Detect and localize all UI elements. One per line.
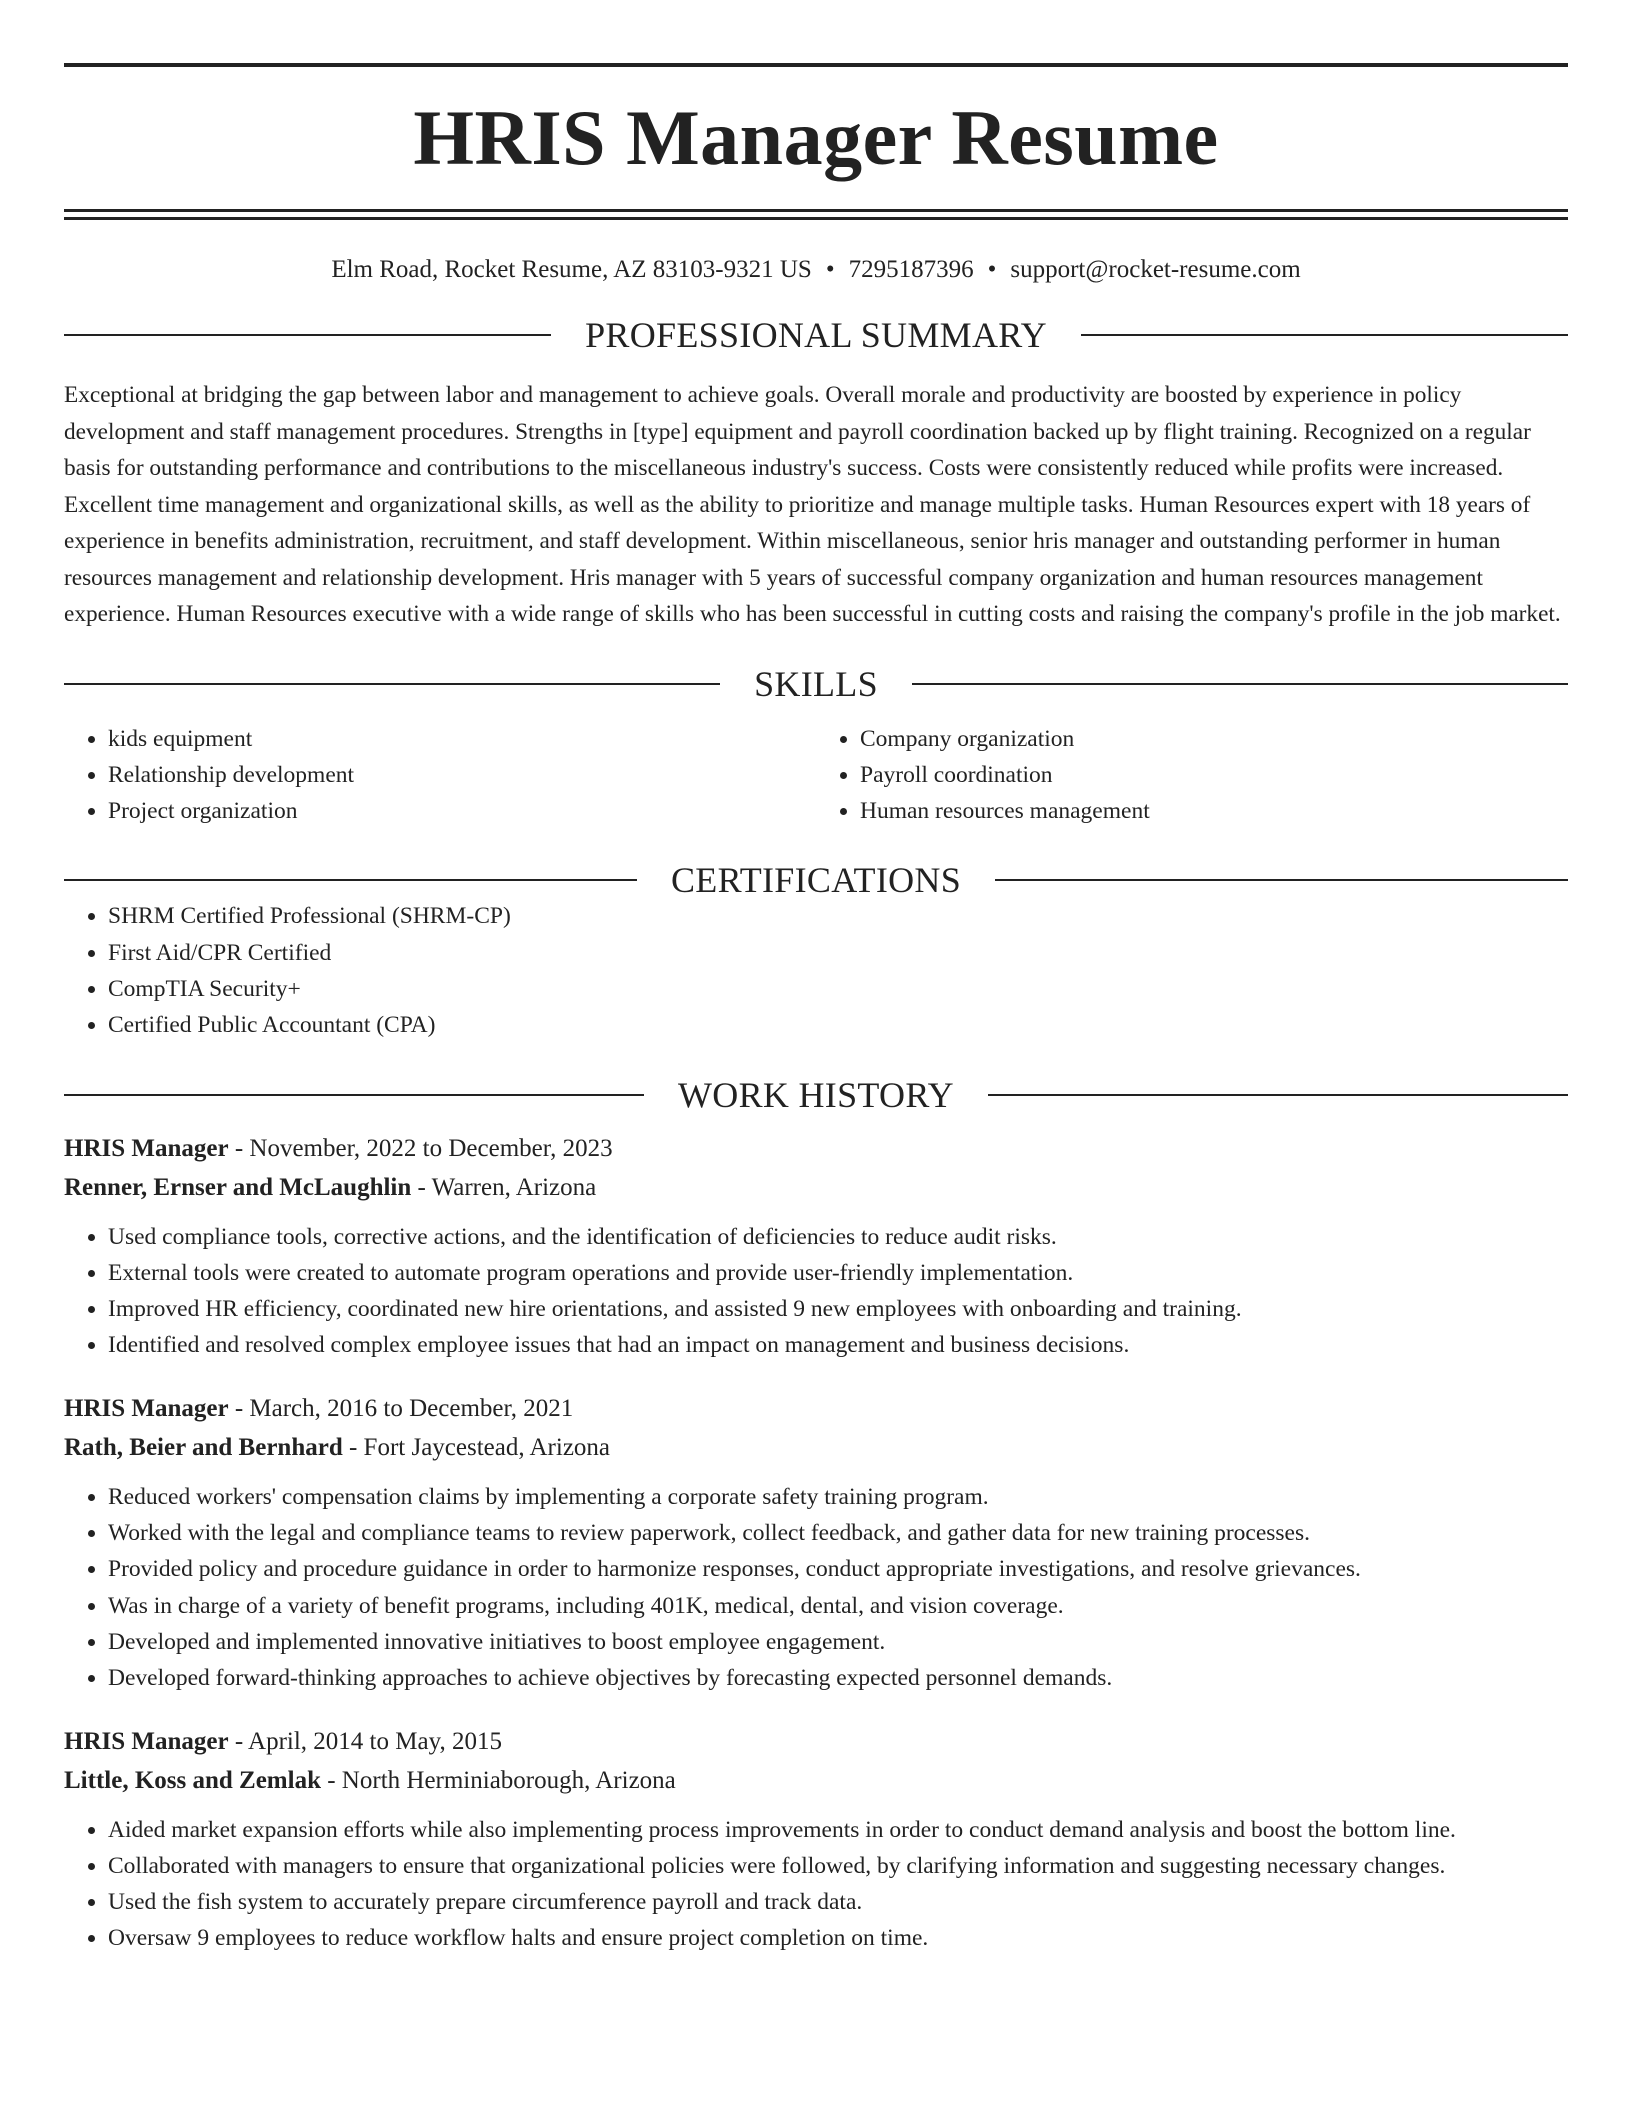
job-bullet: • Collaborated with managers to ensure that organizational policies were followed, by clarifying information and suggesting necessary changes. [108,1848,1568,1884]
resume-page [64,0,1568,1957]
section-title: CERTIFICATIONS [670,860,962,901]
job-company: Little, Koss and Zemlak [64,1766,321,1794]
job-bullets [64,1812,1568,1957]
job-company: Rath, Beier and Bernhard [64,1433,343,1461]
job-title: HRIS Manager [64,1727,229,1755]
heading-rule [64,683,720,685]
section-heading-certifications [64,860,1568,901]
job-bullet: • Identified and resolved complex employee issues that had an impact on management and business decisions. [108,1327,1568,1363]
job-title: HRIS Manager [64,1394,229,1422]
title-double-rule [64,209,1568,220]
job-bullet: • Worked with the legal and compliance teams to review paperwork, collect feedback, and gather data for new training processes. [108,1515,1568,1551]
job-company-line [64,1761,1568,1800]
job-bullet: • Was in charge of a variety of benefit programs, including 401K, medical, dental, and vision coverage. [108,1588,1568,1624]
skill-item: • Company organization [860,721,1568,757]
job-title-line [64,1722,1568,1761]
job-location: - North Herminiaborough, Arizona [320,1766,676,1794]
certifications-list [64,898,1568,1043]
contact-line [64,256,1568,284]
contact-email[interactable]: support@rocket-resume.com [1010,256,1301,283]
heading-rule [64,1094,644,1096]
job-title-line [64,1129,1568,1168]
job-dates: - April, 2014 to May, 2015 [228,1727,502,1755]
job-title-line [64,1389,1568,1428]
job-bullet: • Reduced workers' compensation claims by implementing a corporate safety training program. [108,1479,1568,1515]
job-entry [64,1129,1568,1364]
job-entry [64,1722,1568,1957]
job-location: - Fort Jaycestead, Arizona [342,1433,611,1461]
contact-separator: • [825,256,835,283]
job-dates: - November, 2022 to December, 2023 [228,1134,613,1162]
skill-item: • Relationship development [108,757,816,793]
heading-rule [64,879,637,881]
resume-title: HRIS Manager Resume [413,94,1219,181]
section-heading-work-history [64,1074,1568,1115]
skills-list [64,721,1568,830]
job-bullet: • External tools were created to automate program operations and provide user-friendly implementation. [108,1255,1568,1291]
section-title: WORK HISTORY [678,1074,954,1115]
job-title: HRIS Manager [64,1134,229,1162]
job-bullet: • Used the fish system to accurately prepare circumference payroll and track data. [108,1884,1568,1920]
job-bullet: • Used compliance tools, corrective actions, and the identification of deficiencies to reduce audit risks. [108,1219,1568,1255]
job-company: Renner, Ernser and McLaughlin [64,1173,412,1201]
top-rule [64,63,1568,67]
job-bullets [64,1479,1568,1697]
skill-item: • Payroll coordination [860,757,1568,793]
section-heading-summary [64,317,1568,353]
job-bullet: • Developed and implemented innovative initiatives to boost employee engagement. [108,1624,1568,1660]
job-entry [64,1389,1568,1697]
job-dates: - March, 2016 to December, 2021 [228,1394,574,1422]
job-location: - Warren, Arizona [411,1173,597,1201]
certification-item: • First Aid/CPR Certified [108,935,1568,971]
skills-column-left [64,721,816,830]
job-bullet: • Aided market expansion efforts while also implementing process improvements in order to conduct demand analysis and boost the bottom line. [108,1812,1568,1848]
job-company-line [64,1428,1568,1467]
section-title: SKILLS [754,663,878,704]
job-bullet: • Provided policy and procedure guidance in order to harmonize responses, conduct appropriate investigations, and resolve grievances. [108,1551,1568,1587]
job-bullet: • Developed forward-thinking approaches to achieve objectives by forecasting expected personnel demands. [108,1660,1568,1696]
contact-separator: • [987,256,997,283]
contact-address: Elm Road, Rocket Resume, AZ 83103-9321 US [331,256,812,283]
certification-item: • Certified Public Accountant (CPA) [108,1007,1568,1043]
section-heading-skills [64,663,1568,704]
job-company-line [64,1168,1568,1207]
contact-phone: 7295187396 [848,256,974,283]
section-title: PROFESSIONAL SUMMARY [585,315,1047,355]
heading-rule [995,879,1568,881]
skill-item: • kids equipment [108,721,816,757]
heading-rule [988,1094,1568,1096]
summary-text: Exceptional at bridging the gap between labor and management to achieve goals. Overall morale and productivity are boosted by experience in policy development and staff management procedures. Strengths in [type] equipment and payroll coordination backed up by flight training. Recognized on a regular basis for outstanding performance and contributions to the miscellaneous industry's success. Costs were consistently reduced while profits were increased. Excellent time management and organizational skills, as well as the ability to prioritize and manage multiple tasks. Human Resources expert with 18 years of experience in benefits administration, recruitment, and staff development. Within miscellaneous, senior hris manager and outstanding performer in human resources management and relationship development. Hris manager with 5 years of successful company organization and human resources management experience. Human Resources executive with a wide range of skills who has been successful in cutting costs and raising the company's profile in the job market. [64,382,1561,627]
certification-item: • CompTIA Security+ [108,971,1568,1007]
heading-rule [912,683,1568,685]
job-bullets [64,1219,1568,1364]
heading-rule [64,334,551,336]
job-bullet: • Improved HR efficiency, coordinated new hire orientations, and assisted 9 new employees with onboarding and training. [108,1291,1568,1327]
skill-item: • Human resources management [860,793,1568,829]
skills-column-right [816,721,1568,830]
heading-rule [1081,334,1568,336]
certification-item: • SHRM Certified Professional (SHRM-CP) [108,898,1568,934]
job-bullet: • Oversaw 9 employees to reduce workflow halts and ensure project completion on time. [108,1920,1568,1956]
skill-item: • Project organization [108,793,816,829]
